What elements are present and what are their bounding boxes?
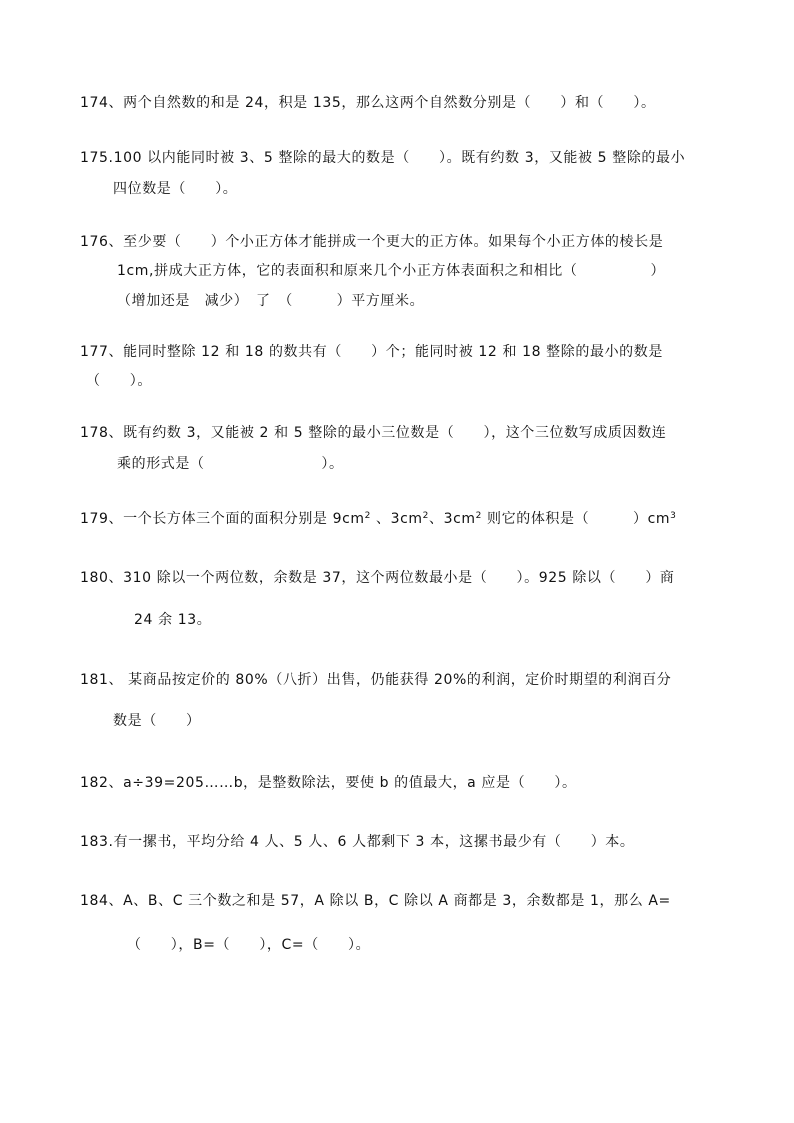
question-184-line-1: 184、A、B、C 三个数之和是 57，A 除以 B，C 除以 A 商都是 3，余数都是 1，那么 A= <box>80 893 671 909</box>
question-177-line-2: （ ）。 <box>86 373 152 389</box>
q179-sup-3: 2 <box>475 511 482 521</box>
question-177-line-1: 177、能同时整除 12 和 18 的数共有（ ）个；能同时被 12 和 18 整除的最小的数是 <box>80 344 663 360</box>
question-174-line-1: 174、两个自然数的和是 24，积是 135，那么这两个自然数分别是（ ）和（ ）。 <box>80 95 656 111</box>
question-180-line-1: 180、310 除以一个两位数，余数是 37，这个两位数最小是（ ）。925 除以（ ）商 <box>80 570 675 586</box>
q179-text-g: 则它的体积是（ ）cm <box>481 511 671 527</box>
question-184-line-2: （ ），B=（ ），C=（ ）。 <box>127 937 371 953</box>
q179-text-c: 、3cm <box>370 511 423 527</box>
question-176-line-3: （增加还是 减少） 了 （ ）平方厘米。 <box>117 293 425 309</box>
question-181-line-2: 数是（ ） <box>113 713 201 729</box>
q179-sup-2: 2 <box>422 511 429 521</box>
q179-text-e: 、3cm <box>428 511 476 527</box>
question-179-line-1 <box>80 510 676 528</box>
question-178-line-1: 178、既有约数 3，又能被 2 和 5 整除的最小三位数是（ ），这个三位数写成质因数连 <box>80 425 667 441</box>
q179-text-a: 179、一个长方体三个面的面积分别是 9cm <box>80 511 365 527</box>
question-180-line-2: 24 余 13。 <box>134 612 212 628</box>
question-175-line-2: 四位数是（ ）。 <box>113 181 238 197</box>
question-182-line-1: 182、a÷39=205……b，是整数除法，要使 b 的值最大，a 应是（ ）。 <box>80 775 577 791</box>
q179-sup-4: 3 <box>670 511 677 521</box>
question-175-line-1: 175.100 以内能同时被 3、5 整除的最大的数是（ ）。既有约数 3，又能被 5 整除的最小 <box>80 150 686 166</box>
question-183-line-1: 183.有一摞书，平均分给 4 人、5 人、6 人都剩下 3 本，这摞书最少有（ ）本。 <box>80 834 635 850</box>
question-181-line-1: 181、 某商品按定价的 80%（八折）出售，仍能获得 20%的利润，定价时期望的利润百分 <box>80 672 672 688</box>
q179-sup-1: 2 <box>364 511 371 521</box>
question-178-line-2: 乘的形式是（ ）。 <box>117 456 344 472</box>
question-176-line-2: 1cm,拼成大正方体，它的表面积和原来几个小正方体表面积之和相比（ ） <box>117 263 666 279</box>
question-176-line-1: 176、至少要（ ）个小正方体才能拼成一个更大的正方体。如果每个小正方体的棱长是 <box>80 234 664 250</box>
